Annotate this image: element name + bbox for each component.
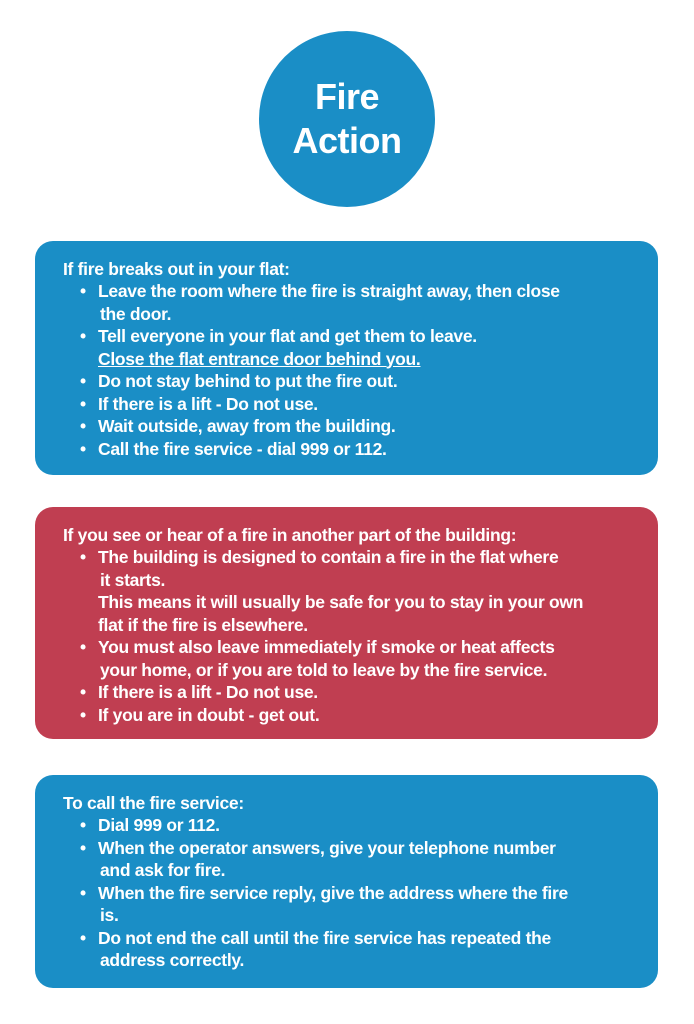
bullet-icon: • [80,416,86,436]
list-item: • Do not stay behind to put the fire out. [80,371,398,391]
section-heading: To call the fire service: [63,793,244,813]
section-fire-in-flat [35,241,658,475]
bullet-icon: • [80,927,86,948]
instruction-list [63,280,638,460]
list-item: • Call the fire service - dial 999 or 112. [80,438,387,459]
list-item: • When the operator answers, give your telephone number and ask for fire. [80,837,556,880]
bullet-icon: • [80,438,86,459]
underlined-instruction: Close the flat entrance door behind you. [98,348,421,369]
fire-action-badge [259,31,435,207]
title-line-2: Action [292,120,402,161]
list-item: • When the fire service reply, give the address where the fire is. [80,882,568,925]
bullet-icon: • [80,281,86,301]
bullet-icon: • [80,371,86,391]
section-call-fire-service [35,775,658,988]
list-item: • Leave the room where the fire is straight away, then close the door. [80,281,560,324]
bullet-icon: • [80,837,86,858]
section-heading: If you see or hear of a fire in another part of the building: [63,525,517,545]
list-item: • The building is designed to contain a fire in the flat where it starts. This means it will usually be safe for you to stay in your own flat if the fire is elsewhere. [80,547,584,635]
list-item: • Dial 999 or 112. [80,815,220,835]
list-item: • You must also leave immediately if smoke or heat affects your home, or if you are told to leave by the fire service. [80,637,555,680]
instruction-list [63,814,638,972]
list-item: • Wait outside, away from the building. [80,416,396,436]
bullet-icon: • [80,704,86,725]
instruction-list [63,546,638,726]
bullet-icon: • [80,882,86,903]
list-item: • If you are in doubt - get out. [80,704,320,725]
bullet-icon: • [80,815,86,835]
bullet-icon: • [80,547,86,567]
section-fire-elsewhere [35,507,658,739]
list-item: • If there is a lift - Do not use. [80,682,318,702]
title-line-1: Fire [314,76,380,117]
section-heading: If fire breaks out in your flat: [63,259,290,279]
bullet-icon: • [80,393,86,414]
bullet-icon: • [80,682,86,702]
bullet-icon: • [80,637,86,657]
list-item: • Do not end the call until the fire service has repeated the address correctly. [80,927,551,970]
list-item: • Tell everyone in your flat and get them to leave. Close the flat entrance door behind you. [63,325,638,370]
bullet-icon: • [80,326,86,346]
list-item: • If there is a lift - Do not use. [80,393,318,414]
